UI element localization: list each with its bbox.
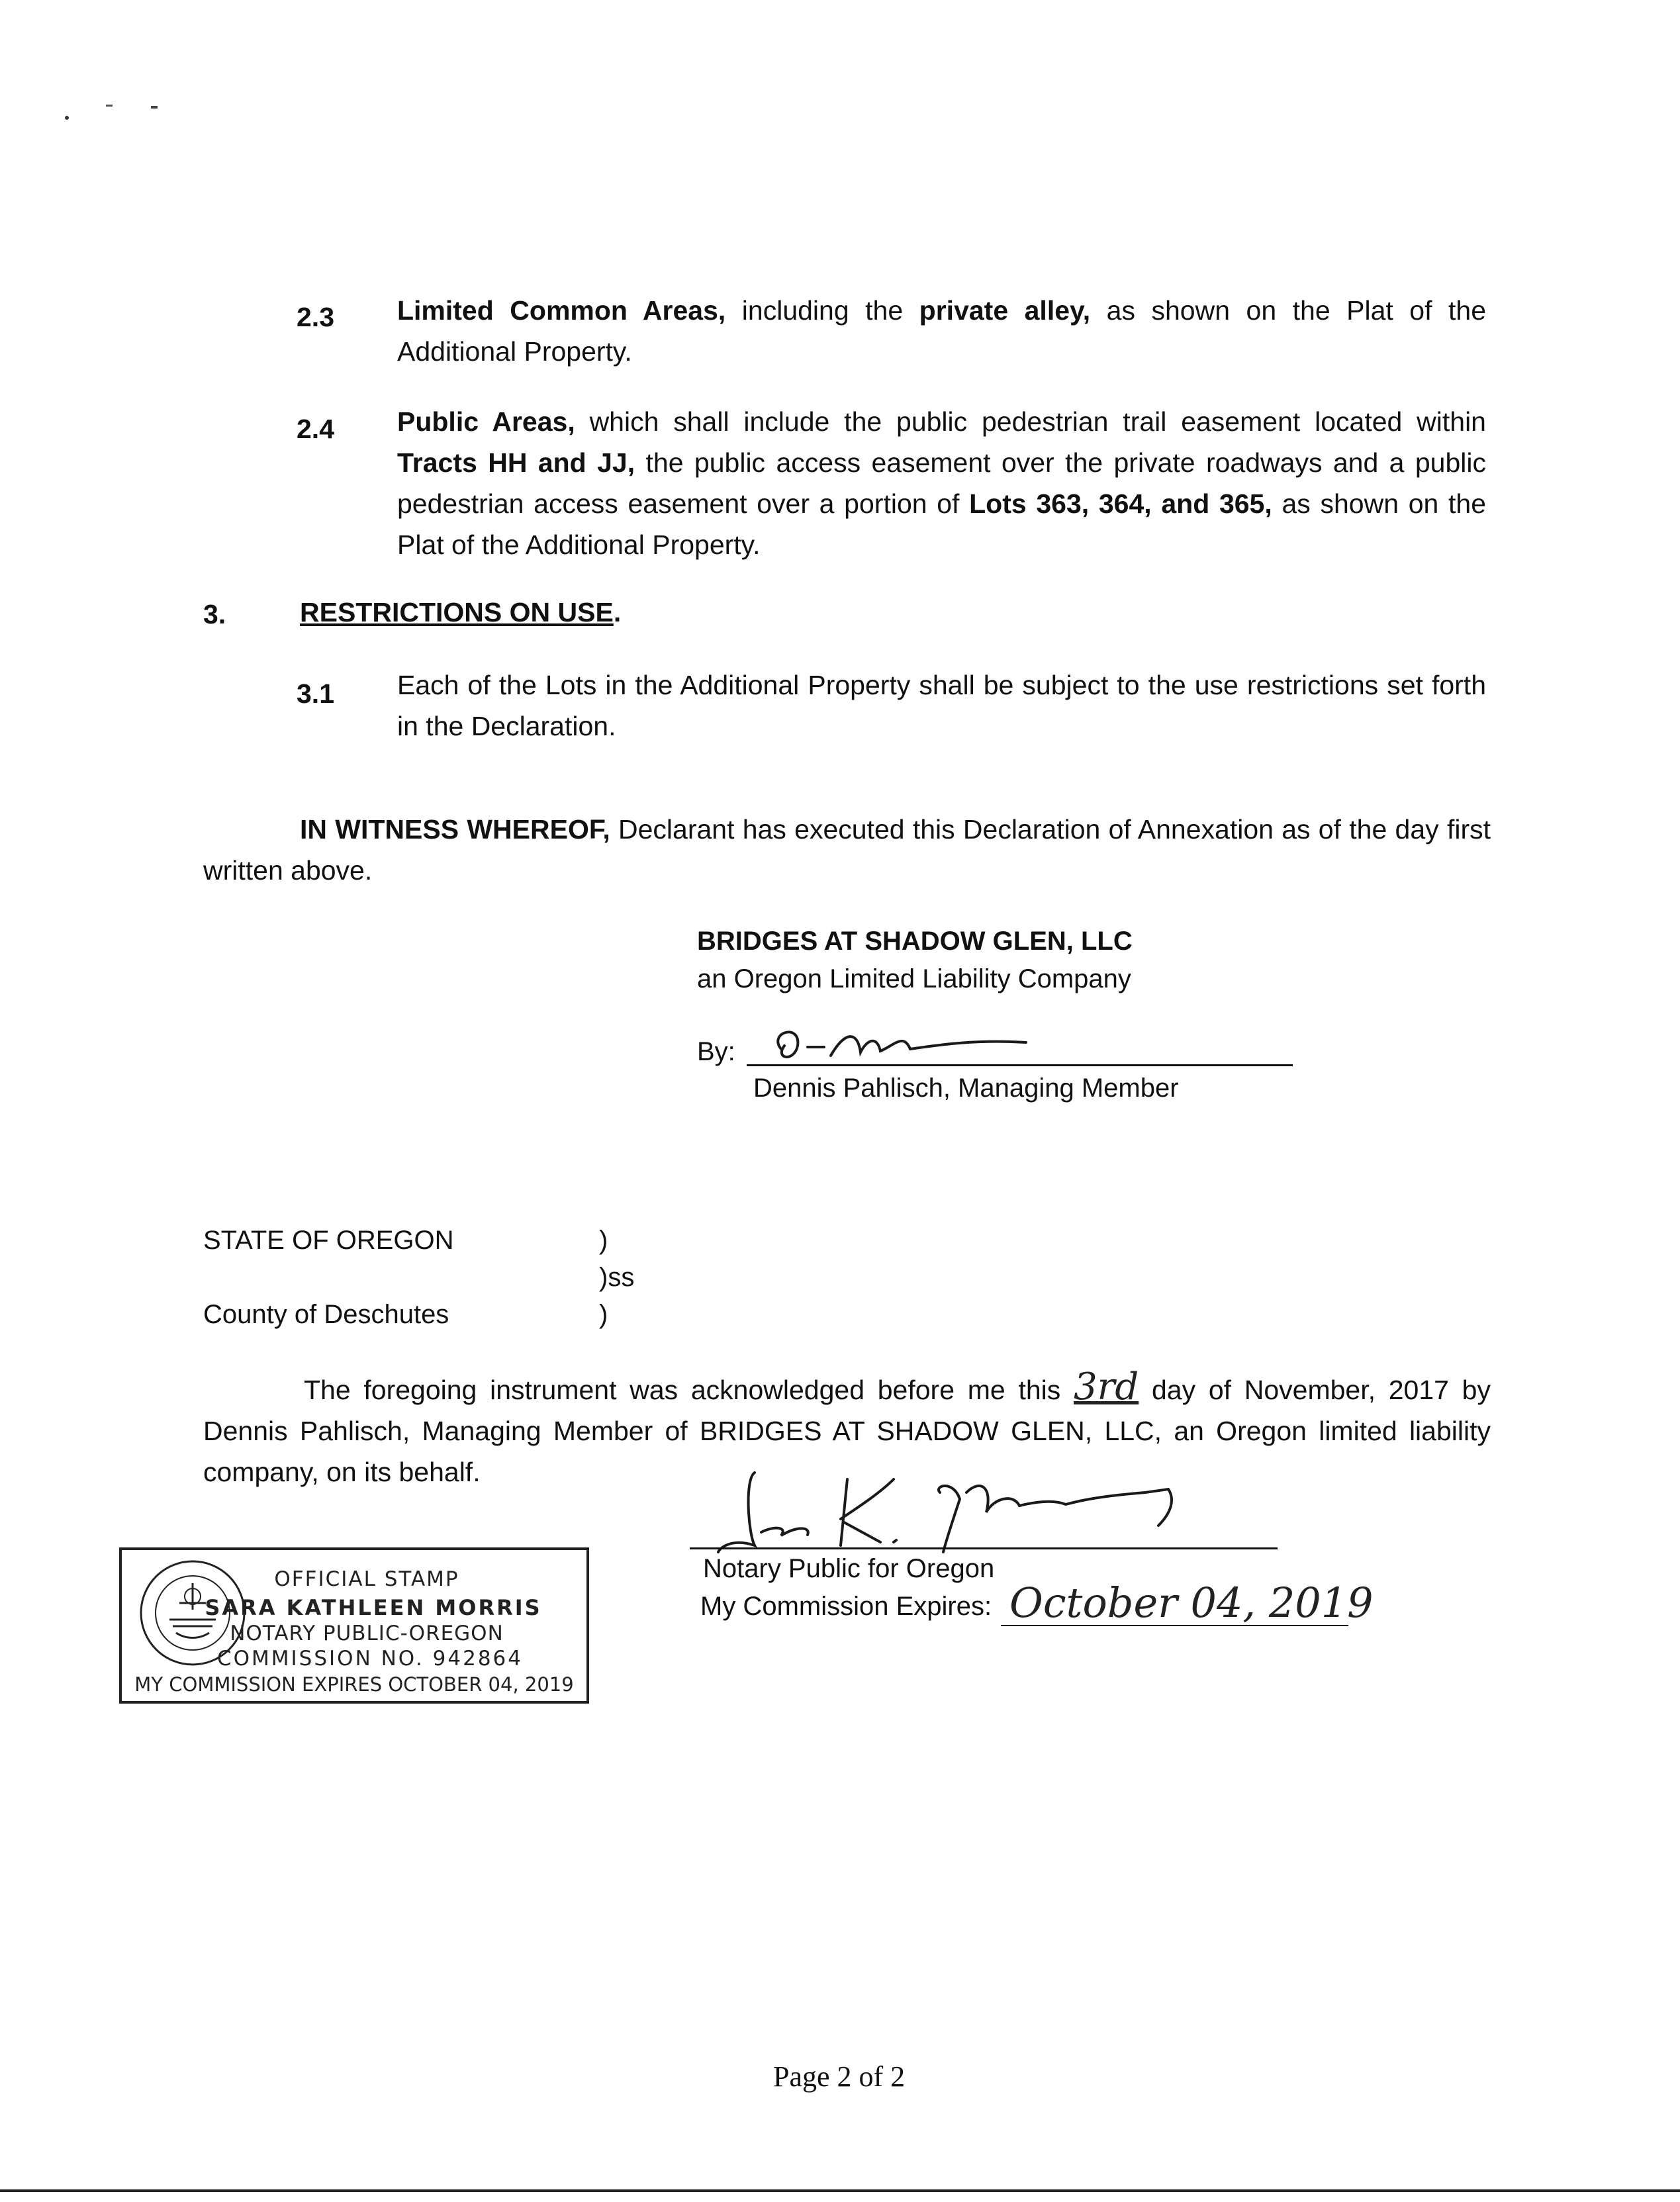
venue-ss: )ss <box>599 1263 635 1292</box>
acknowledgment-paragraph: The foregoing instrument was acknowledged before me this 3rd day of November, 2017 by Dennis Pahlisch, Managing Member of BRIDGES AT SHADOW GLEN, LLC, an Oregon limited liability company, on its behalf. <box>203 1365 1491 1487</box>
bold-term: Tracts HH and JJ, <box>397 447 635 478</box>
bold-term: private alley, <box>919 295 1091 326</box>
scan-artifact <box>106 105 113 107</box>
signature-notary <box>682 1453 1225 1569</box>
venue-state: STATE OF OREGON <box>203 1226 454 1255</box>
scan-artifact <box>151 106 158 109</box>
section-number: 2.4 <box>297 414 334 444</box>
expires-underline <box>1001 1625 1348 1626</box>
commission-expires-label: My Commission Expires: <box>700 1592 992 1621</box>
venue-paren: ) <box>599 1226 608 1255</box>
section-2-3-text: Limited Common Areas, including the private alley, as shown on the Plat of the Additional Property. <box>397 295 1486 367</box>
section-heading: RESTRICTIONS ON USE. <box>300 597 622 627</box>
section-2-4-text: Public Areas, which shall include the public pedestrian trail easement located within Tracts HH and JJ, the public access easement over the private roadways and a public pedestrian access easement over a portion of Lots 363, 364, and 365, as shown on the Plat of the Additional Property. <box>397 406 1486 560</box>
signer-name: Dennis Pahlisch, Managing Member <box>753 1074 1179 1103</box>
official-stamp <box>119 1547 589 1704</box>
handwritten-day: 3rd <box>1073 1365 1139 1408</box>
signature-dennis <box>761 1019 1039 1072</box>
stamp-line: MY COMMISSION EXPIRES OCTOBER 04, 2019 <box>134 1673 574 1696</box>
bottom-border <box>0 2189 1680 2192</box>
venue-county: County of Deschutes <box>203 1300 449 1329</box>
stamp-line: COMMISSION NO. 942864 <box>216 1647 523 1671</box>
company-name: BRIDGES AT SHADOW GLEN, LLC <box>697 927 1133 956</box>
section-number: 3. <box>203 599 226 629</box>
witness-bold: IN WITNESS WHEREOF, <box>300 814 610 845</box>
notary-title: Notary Public for Oregon <box>703 1554 995 1583</box>
company-description: an Oregon Limited Liability Company <box>697 964 1131 993</box>
by-label: By: <box>697 1037 735 1066</box>
stamp-line: NOTARY PUBLIC-OREGON <box>230 1622 504 1645</box>
stamp-name: SARA KATHLEEN MORRIS <box>205 1595 542 1620</box>
bold-term: Limited Common Areas, <box>397 295 726 326</box>
section-3-1-text: Each of the Lots in the Additional Property shall be subject to the use restrictions set forth in the Declaration. <box>397 670 1486 741</box>
bold-term: Lots 363, 364, and 365, <box>969 488 1272 519</box>
page-number: Page 2 of 2 <box>773 2060 906 2093</box>
section-number: 3.1 <box>297 678 334 709</box>
stamp-line: OFFICIAL STAMP <box>274 1567 459 1591</box>
bold-term: Public Areas, <box>397 406 575 437</box>
witness-paragraph: IN WITNESS WHEREOF, Declarant has executed this Declaration of Annexation as of the day first written above. <box>203 814 1491 886</box>
scan-artifact <box>65 116 69 120</box>
notary-signature-line <box>690 1547 1278 1549</box>
commission-expires-value: October 04, 2019 <box>1009 1579 1374 1627</box>
venue-paren: ) <box>599 1300 608 1329</box>
section-number: 2.3 <box>297 302 334 332</box>
